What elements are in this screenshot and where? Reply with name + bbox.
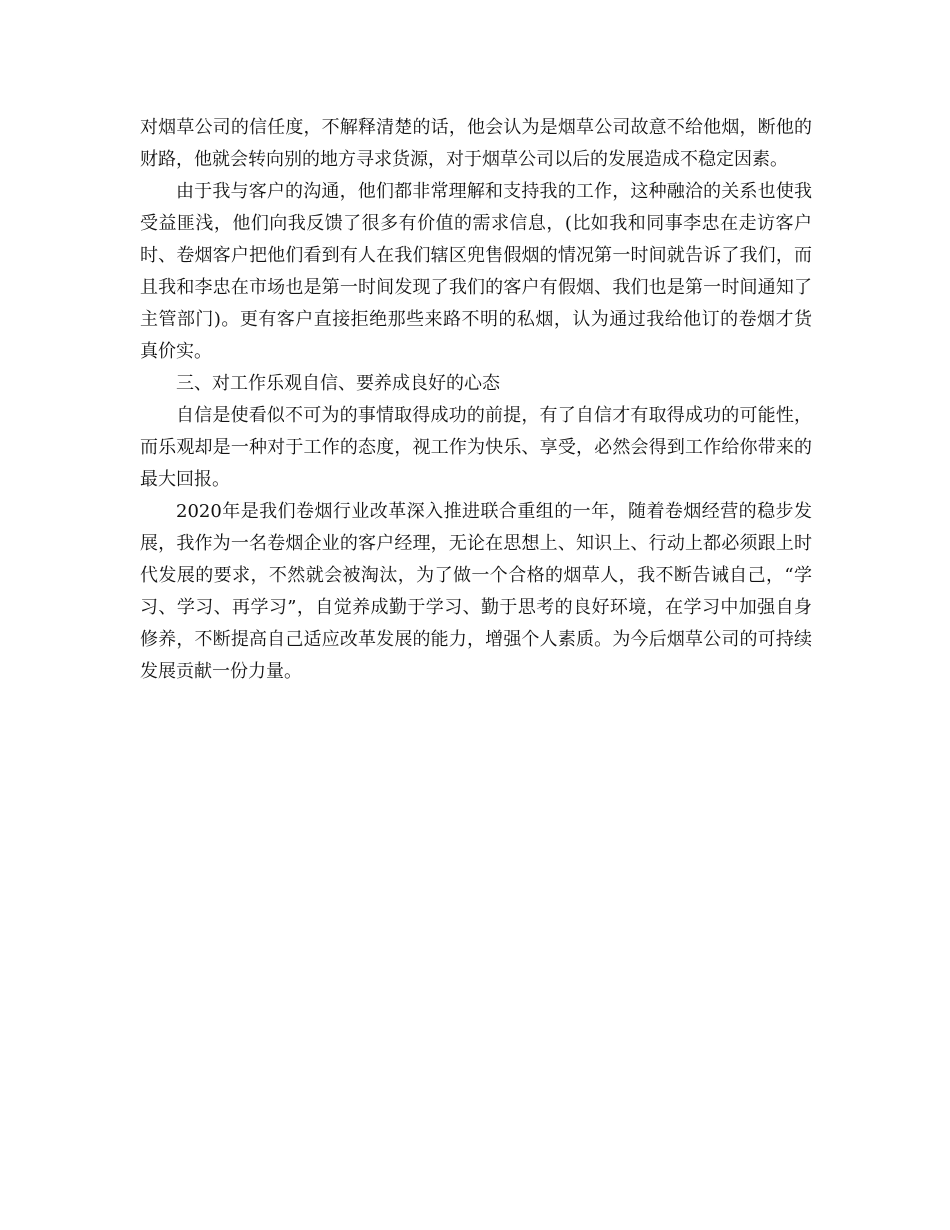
- paragraph-conclusion: 2020年是我们卷烟行业改革深入推进联合重组的一年，随着卷烟经营的稳步发展，我作为一名卷烟企业的客户经理，无论在思想上、知识上、行动上都必须跟上时代发展的要求，不然就会被淘汰，为了做一个合格的烟草人，我不断告诫自己，“学习、学习、再学习”，自觉养成勤于学习、勤于思考的良好环境，在学习中加强自身修养，不断提高自己适应改革发展的能力，增强个人素质。为今后烟草公司的可持续发展贡献一份力量。: [140, 501, 812, 682]
- document-body: [140, 112, 812, 688]
- paragraph-customer-communication: 由于我与客户的沟通，他们都非常理解和支持我的工作，这种融洽的关系也使我受益匪浅，他们向我反馈了很多有价值的需求信息，(比如我和同事李忠在走访客户时、卷烟客户把他们看到有人在我们辖区兜售假烟的情况第一时间就告诉了我们，而且我和李忠在市场也是第一时间发现了我们的客户有假烟、我们也是第一时间通知了主管部门)。更有客户直接拒绝那些来路不明的私烟，认为通过我给他订的卷烟才货真价实。: [140, 181, 812, 362]
- section-heading: 三、对工作乐观自信、要养成良好的心态: [176, 373, 500, 394]
- paragraph-confidence: 自信是使看似不可为的事情取得成功的前提，有了自信才有取得成功的可能性，而乐观却是一种对于工作的态度，视工作为快乐、享受，必然会得到工作给你带来的最大回报。: [140, 405, 812, 490]
- paragraph-continuation: 对烟草公司的信任度，不解释清楚的话，他会认为是烟草公司故意不给他烟，断他的财路，他就会转向别的地方寻求货源，对于烟草公司以后的发展造成不稳定因素。: [140, 117, 812, 170]
